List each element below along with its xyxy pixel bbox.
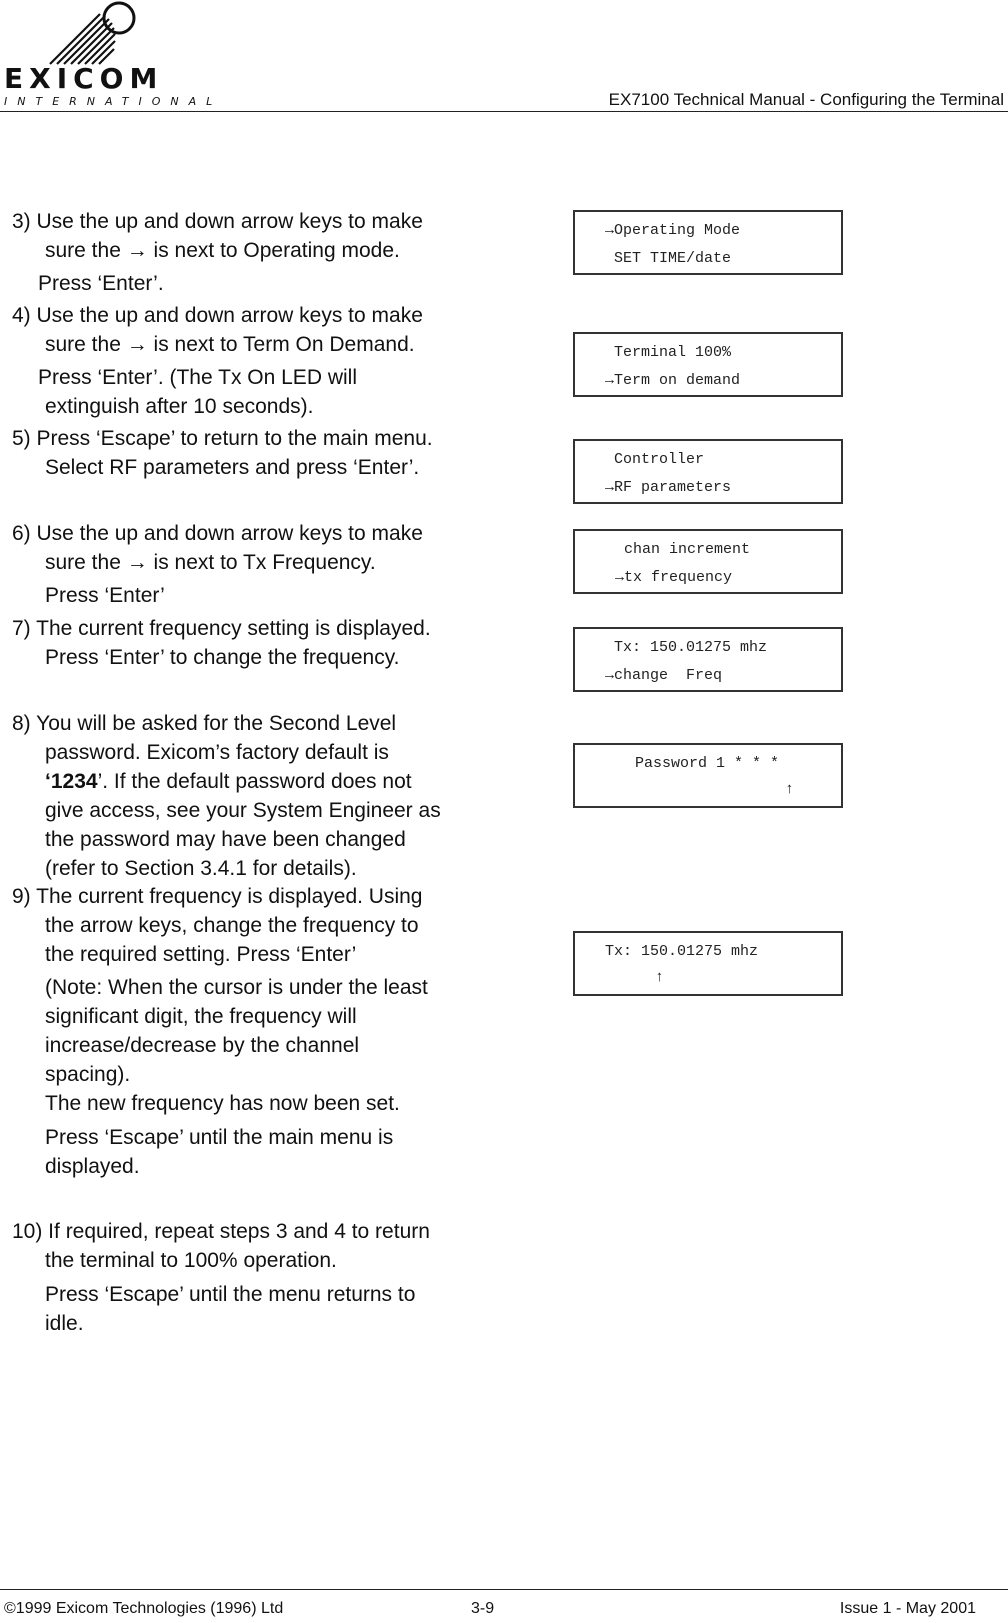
lcd-line-1: Tx: 150.01275 mhz xyxy=(605,943,759,960)
lcd-screen-operating-mode xyxy=(573,210,843,275)
step-line: 3) Use the up and down arrow keys to make xyxy=(12,210,423,233)
step-line: sure the → is next to Tx Frequency. xyxy=(45,551,376,574)
lcd-line-1: Terminal 100% xyxy=(605,344,732,361)
step-7 xyxy=(12,614,431,672)
step-line: Press ‘Escape’ until the main menu is xyxy=(45,1126,394,1149)
step-line: Press ‘Escape’ until the menu returns to xyxy=(45,1283,416,1306)
logo-emblem-icon xyxy=(4,0,174,70)
step-line: spacing). xyxy=(45,1063,131,1086)
step-8 xyxy=(12,709,441,883)
lcd-line-2: →change Freq xyxy=(605,667,723,684)
lcd-line-1: →Operating Mode xyxy=(605,222,741,239)
footer-issue: Issue 1 - May 2001 xyxy=(839,1600,976,1617)
step-3 xyxy=(12,207,423,298)
logo-wordmark: EXICOM xyxy=(4,62,164,95)
step-line: the arrow keys, change the frequency to xyxy=(45,914,419,937)
lcd-line-2: →Term on demand xyxy=(605,372,741,389)
lcd-screen-rf-parameters xyxy=(573,439,843,504)
lcd-line-1: chan increment xyxy=(615,541,751,558)
step-line-rest: ’. If the default password does not xyxy=(97,770,412,793)
cursor-up-arrow-icon: ↑ xyxy=(785,781,795,798)
step-line: Press ‘Enter’. xyxy=(38,272,164,295)
footer-divider xyxy=(0,1589,1008,1590)
step-line: 4) Use the up and down arrow keys to make xyxy=(12,304,423,327)
step-line: idle. xyxy=(45,1312,84,1335)
step-line: extinguish after 10 seconds). xyxy=(45,395,314,418)
step-line: 10) If required, repeat steps 3 and 4 to return xyxy=(12,1220,430,1243)
header-divider xyxy=(0,111,1008,112)
step-line: Select RF parameters and press ‘Enter’. xyxy=(45,456,420,479)
step-line: 6) Use the up and down arrow keys to make xyxy=(12,522,423,545)
step-10 xyxy=(12,1217,430,1338)
step-line: The new frequency has now been set. xyxy=(45,1092,400,1115)
footer-copyright: ©1999 Exicom Technologies (1996) Ltd xyxy=(4,1600,284,1617)
step-line: (refer to Section 3.4.1 for details). xyxy=(45,857,357,880)
lcd-line-1: Password 1 * * * xyxy=(635,755,780,772)
step-line: 5) Press ‘Escape’ to return to the main menu. xyxy=(12,427,433,450)
step-line: displayed. xyxy=(45,1155,140,1178)
step-line: Press ‘Enter’ xyxy=(45,584,165,607)
lcd-line-2: →tx frequency xyxy=(615,569,733,586)
cursor-up-arrow-icon: ↑ xyxy=(655,969,665,986)
step-line: give access, see your System Engineer as xyxy=(45,799,441,822)
lcd-screen-tx-frequency xyxy=(573,529,843,594)
step-line: significant digit, the frequency will xyxy=(45,1005,357,1028)
step-line: increase/decrease by the channel xyxy=(45,1034,360,1057)
step-5 xyxy=(12,424,433,482)
step-line: 7) The current frequency setting is displayed. xyxy=(12,617,431,640)
step-line: 9) The current frequency is displayed. Using xyxy=(12,885,423,908)
step-line: 8) You will be asked for the Second Level xyxy=(12,712,397,735)
step-4 xyxy=(12,301,423,421)
lcd-line-2: →RF parameters xyxy=(605,479,732,496)
lcd-screen-change-freq xyxy=(573,627,843,692)
step-line: the required setting. Press ‘Enter’ xyxy=(45,943,357,966)
logo-subtitle: INTERNATIONAL xyxy=(4,95,223,108)
step-6 xyxy=(12,519,423,610)
step-line: password. Exicom’s factory default is xyxy=(45,741,389,764)
step-line xyxy=(45,767,441,796)
lcd-line-1: Tx: 150.01275 mhz xyxy=(605,639,768,656)
footer-page-number: 3-9 xyxy=(471,1600,495,1617)
step-line: Press ‘Enter’ to change the frequency. xyxy=(45,646,400,669)
exicom-logo xyxy=(4,0,223,108)
step-line: the terminal to 100% operation. xyxy=(45,1249,337,1272)
step-line: the password may have been changed xyxy=(45,828,406,851)
default-password: ‘1234 xyxy=(45,770,98,793)
lcd-line-2: SET TIME/date xyxy=(605,250,732,267)
lcd-screen-tx-edit xyxy=(573,931,843,996)
step-line: sure the → is next to Operating mode. xyxy=(45,239,400,262)
page-header-title: EX7100 Technical Manual - Configuring the Terminal xyxy=(608,90,1004,109)
lcd-line-1: Controller xyxy=(605,451,705,468)
step-line: Press ‘Enter’. (The Tx On LED will xyxy=(38,366,357,389)
step-line: sure the → is next to Term On Demand. xyxy=(45,333,415,356)
step-line: (Note: When the cursor is under the least xyxy=(45,976,428,999)
lcd-screen-password xyxy=(573,743,843,808)
step-9 xyxy=(12,882,428,1181)
lcd-screen-term-on-demand xyxy=(573,332,843,397)
